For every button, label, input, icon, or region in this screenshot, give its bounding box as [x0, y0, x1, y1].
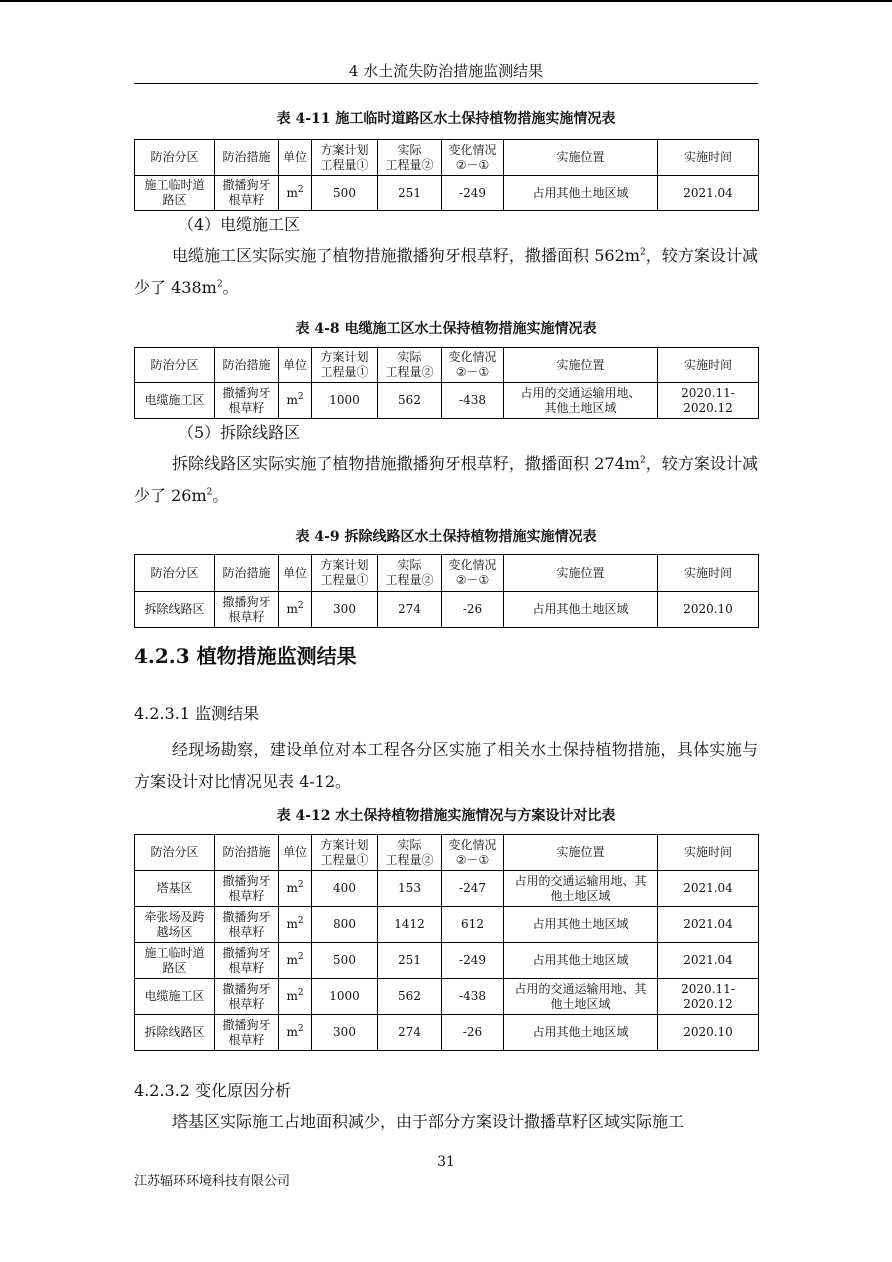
- data-table: [134, 139, 759, 211]
- column-header: 防治分区: [135, 555, 215, 592]
- table-cell: -249: [442, 176, 504, 211]
- table-cell: 800: [312, 907, 378, 943]
- table-cell: 2020.10: [658, 592, 759, 628]
- column-header: 防治措施: [215, 140, 279, 176]
- column-header: 防治措施: [215, 348, 279, 383]
- table-cell: 153: [378, 871, 442, 907]
- table-cell: 占用其他土地区域: [504, 592, 658, 628]
- table-caption: 表 4-11 施工临时道路区水土保持植物措施实施情况表: [276, 111, 616, 127]
- column-header: 方案计划 工程量①: [312, 140, 378, 176]
- table-cell: 电缆施工区: [135, 979, 215, 1015]
- table-cell: 612: [442, 907, 504, 943]
- column-header: 实际 工程量②: [378, 140, 442, 176]
- table-cell: $m^2$: [279, 943, 312, 979]
- table-cell: 撒播狗牙 根草籽: [215, 943, 279, 979]
- table-cell: -249: [442, 943, 504, 979]
- table-cell: 2021.04: [658, 176, 759, 211]
- table-cell: $m^2$: [279, 871, 312, 907]
- table-cell: 400: [312, 871, 378, 907]
- table-cell: 2021.04: [658, 943, 759, 979]
- column-header: 防治分区: [135, 140, 215, 176]
- table-cell: 占用的交通运输用地、其 他土地区域: [504, 979, 658, 1015]
- column-header: 变化情况 ②－①: [442, 348, 504, 383]
- table-cell: 2020.10: [658, 1015, 759, 1051]
- table-cell: 占用其他土地区域: [504, 943, 658, 979]
- column-header: 实际 工程量②: [378, 555, 442, 592]
- column-header: 实施位置: [504, 555, 658, 592]
- top-border: [0, 0, 892, 2]
- table-cell: 电缆施工区: [135, 383, 215, 419]
- table-caption: 表 4-9 拆除线路区水土保持植物措施实施情况表: [295, 529, 597, 545]
- table-header-row: [135, 835, 759, 871]
- table-cell: 500: [312, 176, 378, 211]
- table-cell: 塔基区: [135, 871, 215, 907]
- table-cell: -438: [442, 979, 504, 1015]
- table-cell: 300: [312, 592, 378, 628]
- table-cell: 274: [378, 1015, 442, 1051]
- table-cell: 拆除线路区: [135, 1015, 215, 1051]
- column-header: 防治分区: [135, 348, 215, 383]
- header-rule: [134, 83, 758, 84]
- table-row: [135, 1015, 759, 1051]
- column-header: 实施位置: [504, 348, 658, 383]
- page-number: 31: [437, 1154, 455, 1170]
- table-cell: 占用其他土地区域: [504, 176, 658, 211]
- table-cell: 撒播狗牙 根草籽: [215, 383, 279, 419]
- column-header: 变化情况 ②－①: [442, 140, 504, 176]
- table-caption: 表 4-12 水土保持植物措施实施情况与方案设计对比表: [276, 808, 616, 824]
- column-header: 实施时间: [658, 555, 759, 592]
- column-header: 变化情况 ②－①: [442, 835, 504, 871]
- table-header-row: [135, 555, 759, 592]
- subsection-heading: （4）电缆施工区: [178, 215, 301, 234]
- table-row: [135, 592, 759, 628]
- footer-company: 江苏辐环环境科技有限公司: [134, 1174, 291, 1189]
- subsection-heading: （5）拆除线路区: [178, 423, 301, 442]
- column-header: 实施时间: [658, 835, 759, 871]
- table-cell: 500: [312, 943, 378, 979]
- table-row: [135, 979, 759, 1015]
- column-header: 方案计划 工程量①: [312, 348, 378, 383]
- table-cell: 1000: [312, 979, 378, 1015]
- section-heading: 4.2.3 植物措施监测结果: [134, 644, 357, 668]
- table-cell: 2021.04: [658, 907, 759, 943]
- column-header: 实际 工程量②: [378, 348, 442, 383]
- column-header: 实施时间: [658, 348, 759, 383]
- table-header-row: [135, 140, 759, 176]
- paragraph: 拆除线路区实际实施了植物措施撒播狗牙根草籽，撒播面积 $274m^2$，较方案设计减少了 $26m^2$。: [134, 454, 758, 505]
- table-cell: 占用其他土地区域: [504, 907, 658, 943]
- table-cell: 施工临时道 路区: [135, 176, 215, 211]
- table-cell: 1412: [378, 907, 442, 943]
- table-cell: 300: [312, 1015, 378, 1051]
- column-header: 防治措施: [215, 835, 279, 871]
- table-row: [135, 176, 759, 211]
- table-header-row: [135, 348, 759, 383]
- data-table: [134, 347, 759, 419]
- table-cell: 2020.11-2020.12: [658, 383, 759, 419]
- column-header: 防治分区: [135, 835, 215, 871]
- table-cell: 撒播狗牙 根草籽: [215, 176, 279, 211]
- table-row: [135, 383, 759, 419]
- table-cell: 施工临时道 路区: [135, 943, 215, 979]
- paragraph: 经现场勘察，建设单位对本工程各分区实施了相关水土保持植物措施，具体实施与方案设计对比情况见表 4-12。: [134, 740, 758, 791]
- table-cell: $m^2$: [279, 176, 312, 211]
- column-header: 实施位置: [504, 835, 658, 871]
- table-cell: 拆除线路区: [135, 592, 215, 628]
- table-cell: 撒播狗牙 根草籽: [215, 871, 279, 907]
- data-table: [134, 834, 759, 1051]
- table-cell: 牵张场及跨 越场区: [135, 907, 215, 943]
- table-cell: 撒播狗牙 根草籽: [215, 979, 279, 1015]
- table-row: [135, 907, 759, 943]
- paragraph: 塔基区实际施工占地面积减少，由于部分方案设计撒播草籽区域实际施工: [172, 1112, 685, 1131]
- table-cell: 251: [378, 943, 442, 979]
- table-cell: 占用其他土地区域: [504, 1015, 658, 1051]
- column-header: 变化情况 ②－①: [442, 555, 504, 592]
- table-cell: 1000: [312, 383, 378, 419]
- table-cell: $m^2$: [279, 979, 312, 1015]
- column-header: 实施位置: [504, 140, 658, 176]
- table-row: [135, 871, 759, 907]
- column-header: 单位: [279, 835, 312, 871]
- table-cell: -26: [442, 592, 504, 628]
- table-cell: 2020.11-2020.12: [658, 979, 759, 1015]
- table-cell: $m^2$: [279, 592, 312, 628]
- table-cell: 562: [378, 383, 442, 419]
- table-cell: -438: [442, 383, 504, 419]
- table-cell: 251: [378, 176, 442, 211]
- column-header: 实施时间: [658, 140, 759, 176]
- table-cell: 撒播狗牙 根草籽: [215, 907, 279, 943]
- table-cell: 占用的交通运输用地、 其他土地区域: [504, 383, 658, 419]
- table-cell: -26: [442, 1015, 504, 1051]
- column-header: 实际 工程量②: [378, 835, 442, 871]
- column-header: 方案计划 工程量①: [312, 555, 378, 592]
- table-row: [135, 943, 759, 979]
- table-cell: $m^2$: [279, 1015, 312, 1051]
- page-header: 4 水土流失防治措施监测结果: [348, 62, 544, 80]
- table-cell: $m^2$: [279, 383, 312, 419]
- table-cell: 撒播狗牙 根草籽: [215, 592, 279, 628]
- table-caption: 表 4-8 电缆施工区水土保持植物措施实施情况表: [295, 321, 597, 337]
- table-cell: 274: [378, 592, 442, 628]
- column-header: 单位: [279, 555, 312, 592]
- subsection-heading: 4.2.3.2 变化原因分析: [134, 1081, 292, 1100]
- subsection-heading: 4.2.3.1 监测结果: [134, 704, 260, 723]
- column-header: 单位: [279, 348, 312, 383]
- column-header: 防治措施: [215, 555, 279, 592]
- paragraph: 电缆施工区实际实施了植物措施撒播狗牙根草籽，撒播面积 $562m^2$，较方案设计减少了 $438m^2$。: [134, 246, 758, 297]
- table-cell: -247: [442, 871, 504, 907]
- table-cell: $m^2$: [279, 907, 312, 943]
- table-cell: 占用的交通运输用地、其 他土地区域: [504, 871, 658, 907]
- table-cell: 2021.04: [658, 871, 759, 907]
- column-header: 方案计划 工程量①: [312, 835, 378, 871]
- column-header: 单位: [279, 140, 312, 176]
- table-cell: 562: [378, 979, 442, 1015]
- data-table: [134, 554, 759, 628]
- table-cell: 撒播狗牙 根草籽: [215, 1015, 279, 1051]
